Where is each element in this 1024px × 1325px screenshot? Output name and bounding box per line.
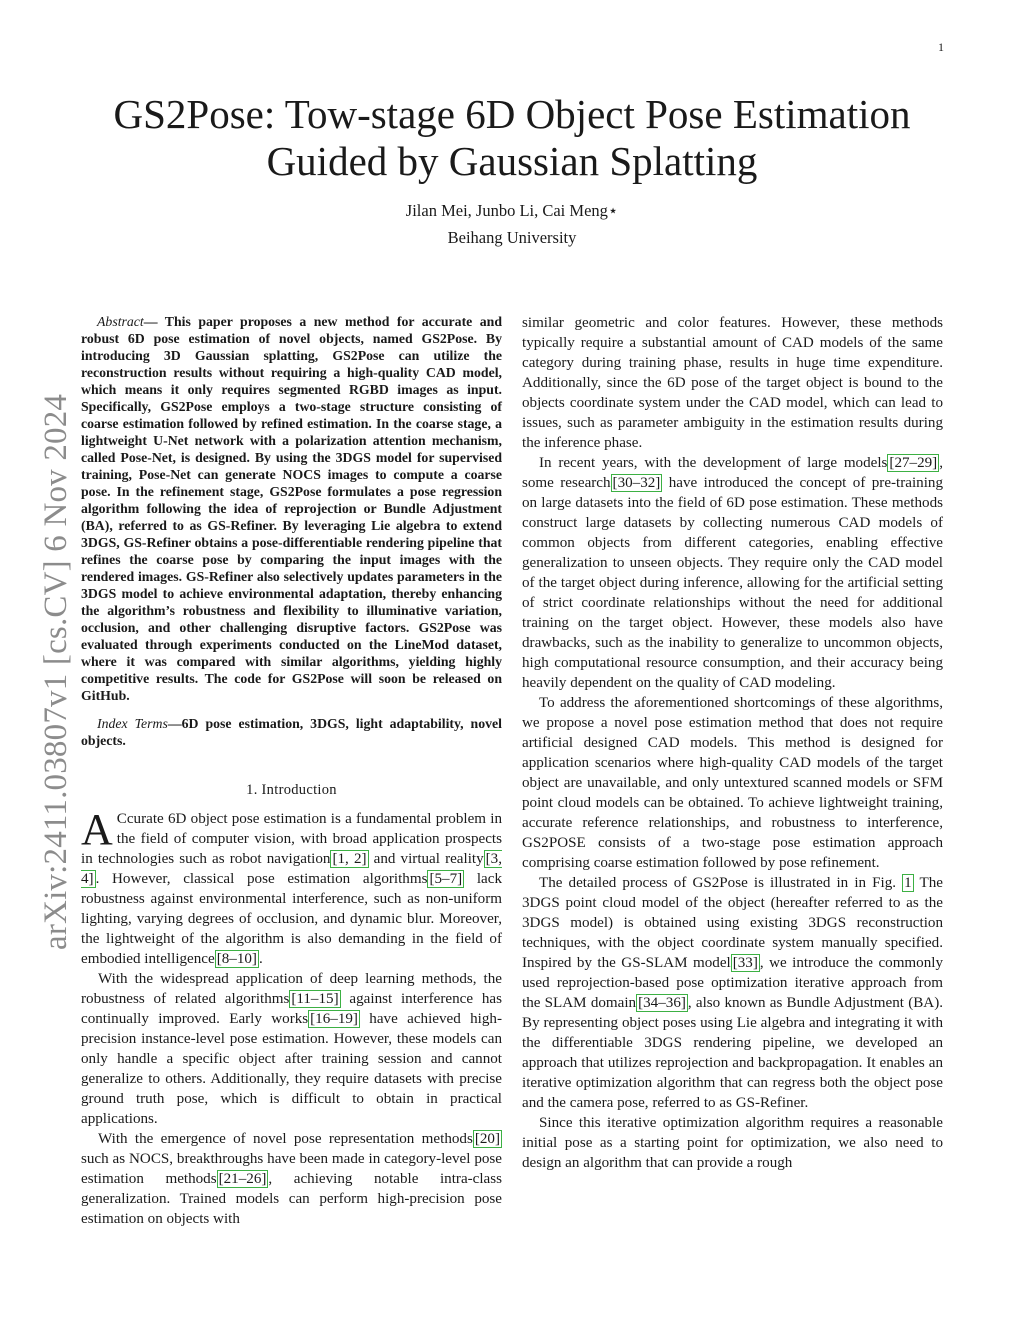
affiliation: Beihang University (447, 228, 577, 247)
intro-paragraph-1 (81, 805, 502, 969)
citation-link[interactable]: [33] (732, 955, 758, 971)
section-heading-introduction: 1. Introduction (246, 782, 337, 798)
authors: Jilan Mei, Junbo Li, Cai Meng⋆ (405, 201, 619, 220)
body-paragraph-2 (522, 453, 943, 693)
intro-paragraph-2 (81, 969, 502, 1129)
citation-link[interactable]: [5–7] (429, 871, 463, 887)
text-run: , achieving notable intra-class generalization. Trained models can perform high-precision pose estimation on objects with (81, 1171, 503, 1227)
text-run: against interference has continually improved. Early works (81, 991, 502, 1027)
abstract-label: Abstract (97, 314, 144, 329)
text-run: and virtual reality (368, 851, 484, 867)
citation-link[interactable]: [30–32] (612, 475, 661, 491)
text-run: The detailed process of GS2Pose is illustrated in in Fig. (539, 875, 903, 891)
abstract-text: This paper proposes a new method for accurate and robust 6D pose estimation of novel objects, named GS2Pose. By introducing 3D Gaussian splatting, GS2Pose can utilize the reconstruction results without requiring a high-quality CAD model, which means it only requires segmented RGBD images as input. Specifically, GS2Pose employs a two-stage structure consisting of coarse estimation followed by refined estimation. In the coarse stage, a lightweight U-Net network with a polarization attention mechanism, called Pose-Net, is designed. By using the 3DGS model for supervised training, Pose-Net can generate NOCS images to compute a coarse pose. In the refinement stage, GS2Pose formulates a pose regression algorithm following the idea of reprojection or Bundle Adjustment (BA), referred to as GS-Refiner. By leveraging Lie algebra to extend 3DGS, GS-Refiner obtains a pose-differentiable rendering pipeline that refines the coarse pose by comparing the input images with the rendered images. GS-Refiner also selectively updates parameters in the 3DGS model to achieve environmental adaptation, thereby enhancing the algorithm’s robustness and flexibility to illuminative variation, occlusion, and other challenging disruptive factors. GS2Pose was evaluated through experiments conducted on the LineMod dataset, where it was compared with similar algorithms, yielding highly competitive results. The code for GS2Pose will soon be released on GitHub. (81, 314, 502, 703)
citation-link[interactable]: [34–36] (638, 995, 686, 1011)
citation-link[interactable]: [8–10] (216, 951, 257, 967)
text-run: With the emergence of novel pose representation methods (98, 1131, 473, 1147)
body-paragraph-5: Since this iterative optimization algorithm requires a reasonable initial pose as a starting point for optimization, we also need to design an algorithm that can provide a rough (522, 1115, 943, 1171)
citation-link[interactable]: [1, 2] (332, 851, 367, 867)
abstract-dash: — (143, 314, 158, 329)
text-run: , some research (522, 455, 943, 491)
index-terms-label: Index Terms (97, 716, 168, 731)
figure-link[interactable]: 1 (904, 875, 912, 891)
text-run: . However, classical pose estimation algorithms (95, 871, 428, 887)
text-run: lack robustness against environmental interference, such as non-uniform lighting, varying degrees of occlusion, and dynamic blur. Moreover, the lightweight of the algorithm is also demanding in the field of embodied intelligence (81, 871, 502, 967)
text-run: The 3DGS point cloud model of the object (hereafter referred to as the 3DGS model) is obtained using existing 3DGS reconstruction techniques, with the object coordinate system manually specified. Inspired by the GS-SLAM model (522, 875, 943, 971)
body-paragraph-3: To address the aforementioned shortcomings of these algorithms, we propose a novel pose estimation method that does not require artificial designed CAD models. This method is designed for application scenarios where high-quality CAD models of the target object are unavailable, and only untextured scanned models or SFM point cloud models can be obtained. To achieve lightweight training, accurate reference relationships, and robustness to interference, GS2POSE consists of a two-stage pose estimation approach comprising coarse estimation followed by pose refinement. (522, 695, 943, 871)
arxiv-identifier: arXiv:2411.03807v1 [cs.CV] 6 Nov 2024 (38, 393, 74, 950)
body-paragraph-1: similar geometric and color features. However, these methods typically require a substantial amount of CAD models of the same category during training phase, results in huge time expenditure. Additionally, since the 6D pose of the target object is bound to the objects coordinate system under the CAD model, which can lead to issues, such as parameter ambiguity in the estimation results during the inference phase. (522, 315, 943, 451)
citation-link[interactable]: [21–26] (218, 1171, 267, 1187)
citation-link[interactable]: [11–15] (291, 991, 339, 1007)
body-paragraph-4 (522, 873, 943, 1113)
citation-link[interactable]: [20] (474, 1131, 500, 1147)
text-run: . (258, 951, 263, 967)
citation-link[interactable]: [27–29] (889, 455, 938, 471)
citation-link[interactable]: [3, 4] (81, 851, 502, 887)
text-run: such as NOCS, breakthroughs have been made in category-level pose estimation methods (81, 1151, 502, 1187)
right-column (522, 313, 943, 1173)
text-run: Ccurate 6D object pose estimation is a fundamental problem in the field of computer vision, with broad application prospects in technologies such as robot navigation (81, 811, 502, 867)
drop-cap: A (81, 805, 113, 854)
text-run: In recent years, with the development of large models (539, 455, 888, 471)
text-run: have introduced the concept of pre-training on large datasets into the field of 6D pose estimation. These methods construct large datasets by collecting numerous CAD models of common objects from different categories, enabling effective generalization to unseen objects. They require only the CAD model of the target object during inference, allowing for the artificial setting of strict coordinate relationships without the need for additional training on the target object. However, these models also have drawbacks, such as the inability to generalize to uncommon objects, high computational resource consumption, and their accuracy being heavily dependent on the quality of CAD modeling. (522, 475, 944, 691)
left-column (81, 313, 502, 1229)
abstract (81, 313, 502, 704)
intro-paragraph-3 (81, 1129, 502, 1229)
citation-link[interactable]: [16–19] (310, 1011, 358, 1027)
paper-title: GS2Pose: Tow-stage 6D Object Pose Estimation Guided by Gaussian Splatting (113, 91, 911, 184)
index-terms (81, 715, 502, 749)
page-number: 1 (938, 40, 944, 54)
text-run: With the widespread application of deep learning methods, the robustness of related algorithms (81, 971, 502, 1007)
text-run: , also known as Bundle Adjustment (BA). By representing object poses using Lie algebra and integrating it with the differentiable 3DGS rendering pipeline, we developed an approach that utilizes reprojection and backpropagation. It enables an iterative optimization algorithm that can regress both the object pose and the camera pose, referred to as GS-Refiner. (522, 995, 943, 1111)
text-run: , we introduce the commonly used reprojection-based pose optimization iterative approach from the SLAM domain (522, 955, 944, 1011)
text-run: have achieved high-precision instance-level pose estimation. However, these models can only handle a specific object after training session and cannot generalize to others. Additionally, they require datasets with precise ground truth pose, which is difficult to obtain in practical applications. (81, 1011, 502, 1127)
index-terms-text: —6D pose estimation, 3DGS, light adaptability, novel objects. (81, 716, 502, 748)
